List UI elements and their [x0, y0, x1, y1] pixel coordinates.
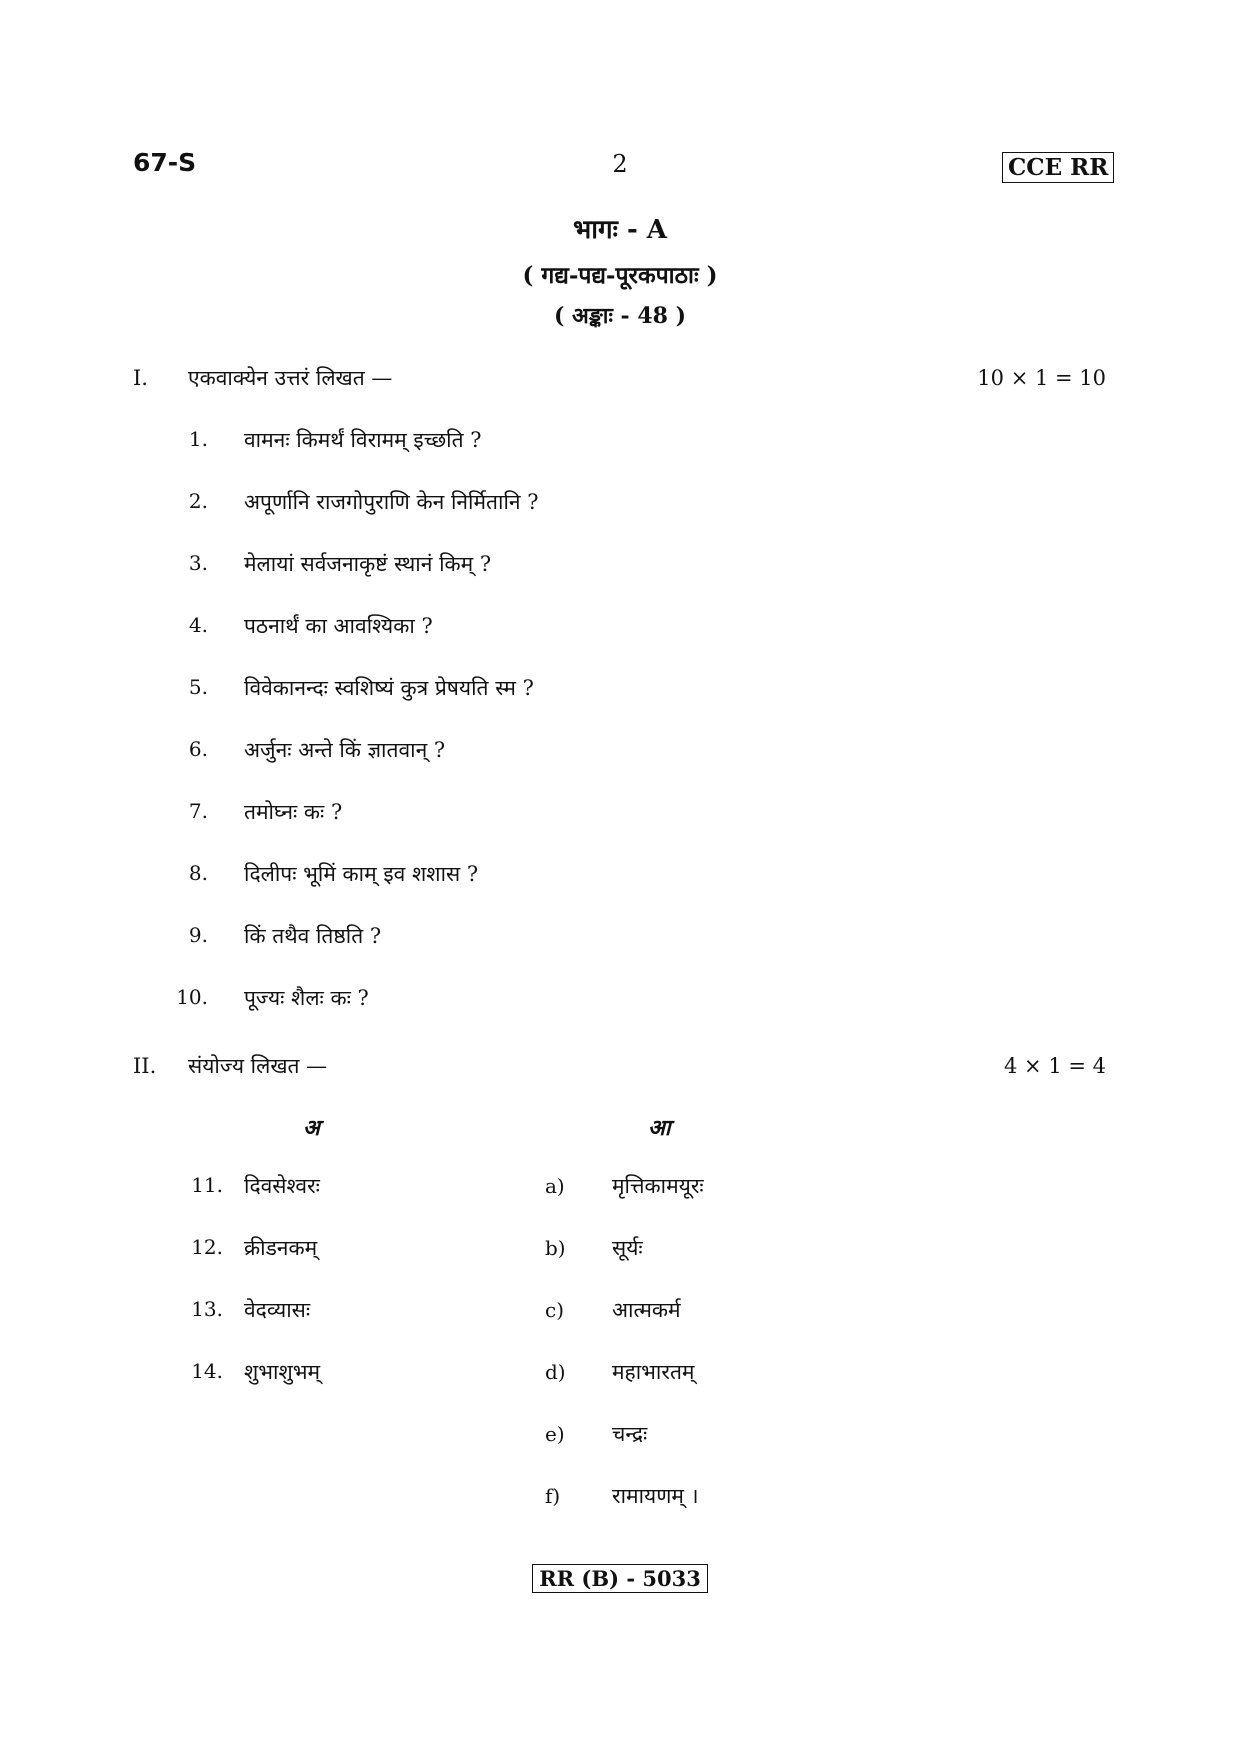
question-text: अपूर्णानि राजगोपुराणि केन निर्मितानि ? [244, 490, 539, 514]
question-text: अर्जुनः अन्ते किं ज्ञातवान् ? [244, 738, 446, 762]
match-b-text: चन्द्रः [612, 1422, 648, 1446]
match-b-letter: b) [545, 1236, 566, 1260]
match-b-letter: f) [545, 1484, 561, 1508]
question-text: पठनार्थं का आवश्यिका ? [244, 614, 433, 638]
question-number: 2. [188, 489, 208, 513]
page-number: 2 [612, 150, 628, 178]
column-a-heading: अ [303, 1115, 320, 1141]
question-text: मेलायां सर्वजनाकृष्टं स्थानं किम् ? [244, 552, 492, 576]
question-text: विवेकानन्दः स्वशिष्यं कुत्र प्रेषयति स्म ? [244, 676, 534, 700]
section-1-roman: I. [133, 366, 148, 390]
question-number: 9. [188, 923, 208, 947]
match-a-text: दिवसेश्वरः [244, 1174, 320, 1198]
footer-code: RR (B) - 5033 [532, 1564, 708, 1593]
section-1-marks: 10 × 1 = 10 [977, 366, 1106, 390]
match-a-number: 13. [191, 1297, 223, 1321]
footer-code-box [0, 1566, 1240, 1591]
match-a-number: 11. [191, 1173, 223, 1197]
match-a-text: क्रीडनकम् [244, 1236, 318, 1260]
question-number: 7. [188, 799, 208, 823]
match-b-text: सूर्यः [612, 1236, 643, 1260]
cce-rr-box: CCE RR [1002, 152, 1114, 183]
section-2-roman: II. [133, 1054, 157, 1078]
part-title: भागः - A [573, 215, 667, 245]
match-a-text: वेदव्यासः [244, 1298, 311, 1322]
match-b-text: रामायणम् । [612, 1484, 699, 1508]
column-b-heading: आ [648, 1115, 671, 1141]
part-marks: ( अङ्काः - 48 ) [553, 303, 687, 329]
question-number: 4. [188, 613, 208, 637]
question-number: 10. [176, 985, 208, 1009]
question-text: वामनः किमर्थं विरामम् इच्छति ? [244, 428, 482, 452]
question-text: पूज्यः शैलः कः ? [244, 986, 369, 1010]
question-number: 8. [188, 861, 208, 885]
match-a-text: शुभाशुभम् [244, 1360, 321, 1384]
section-1-instruction: एकवाक्येन उत्तरं लिखत — [188, 366, 393, 390]
match-a-number: 14. [191, 1359, 223, 1383]
question-text: तमोघ्नः कः ? [244, 800, 343, 824]
question-number: 5. [188, 675, 208, 699]
question-number: 1. [188, 427, 208, 451]
question-number: 3. [188, 551, 208, 575]
match-b-letter: a) [545, 1174, 565, 1198]
paper-code: 67-S [133, 148, 197, 177]
section-2-instruction: संयोज्य लिखत — [188, 1054, 328, 1078]
match-b-letter: d) [545, 1360, 566, 1384]
match-a-number: 12. [191, 1235, 223, 1259]
question-text: दिलीपः भूमिं काम् इव शशास ? [244, 862, 479, 886]
match-b-text: मृत्तिकामयूरः [612, 1174, 704, 1198]
match-b-text: महाभारतम् [612, 1360, 695, 1384]
question-text: किं तथैव तिष्ठति ? [244, 924, 382, 948]
match-b-letter: c) [545, 1298, 565, 1322]
match-b-text: आत्मकर्म [612, 1298, 681, 1322]
question-number: 6. [188, 737, 208, 761]
section-2-marks: 4 × 1 = 4 [1004, 1054, 1106, 1078]
part-subtitle: ( गद्य-पद्य-पूरकपाठाः ) [522, 262, 718, 289]
match-b-letter: e) [545, 1422, 565, 1446]
